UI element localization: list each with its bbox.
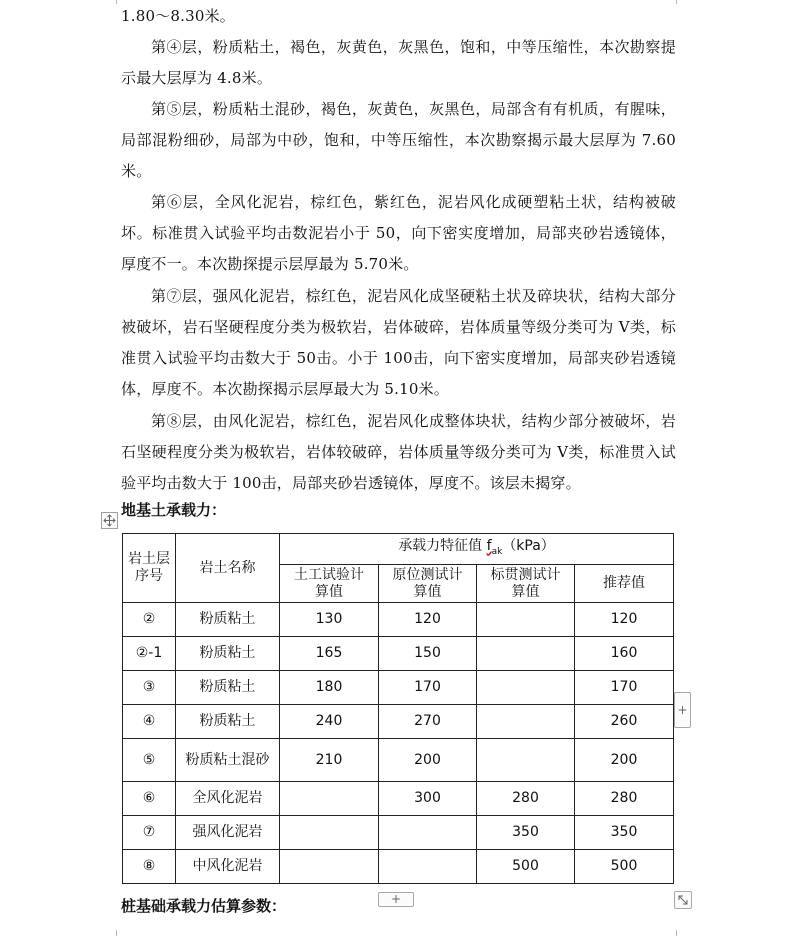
- page-corner-mark-bottom-right: [676, 930, 697, 936]
- cell-insitu: 270: [379, 705, 477, 739]
- table-row: [123, 850, 674, 884]
- cell-spt: 280: [477, 782, 575, 816]
- cell-insitu: 120: [379, 603, 477, 637]
- cell-spt: 500: [477, 850, 575, 884]
- group-header-unit: （kPa）: [502, 537, 555, 554]
- cell-layer: ⑥: [123, 782, 176, 816]
- page-corner-mark-top-left: [96, 0, 117, 4]
- cell-layer: ⑤: [123, 739, 176, 782]
- cell-layer: ⑧: [123, 850, 176, 884]
- cell-layer: ②: [123, 603, 176, 637]
- add-row-button[interactable]: +: [378, 892, 414, 907]
- section-heading: 地基土承载力：: [121, 501, 227, 519]
- cell-name: 全风化泥岩: [176, 782, 280, 816]
- column-header-recommended: 推荐值: [575, 565, 674, 603]
- column-header-lab: 土工试验计算值: [280, 565, 379, 603]
- cell-insitu: [379, 850, 477, 884]
- cell-lab: 240: [280, 705, 379, 739]
- cell-recommended: 120: [575, 603, 674, 637]
- cell-lab: 165: [280, 637, 379, 671]
- table-row: [123, 816, 674, 850]
- cell-name: 粉质粘土: [176, 671, 280, 705]
- cell-recommended: 500: [575, 850, 674, 884]
- cell-name: 粉质粘土: [176, 603, 280, 637]
- cell-lab: [280, 816, 379, 850]
- cell-insitu: 150: [379, 637, 477, 671]
- cell-layer: ⑦: [123, 816, 176, 850]
- move-arrows-icon: [103, 514, 116, 527]
- cell-layer: ④: [123, 705, 176, 739]
- cell-lab: [280, 782, 379, 816]
- cell-name: 强风化泥岩: [176, 816, 280, 850]
- cell-lab: 130: [280, 603, 379, 637]
- paragraph: 第⑧层，由风化泥岩，棕红色，泥岩风化成整体块状，结构少部分被破坏，岩石坚硬程度分类为极软岩，岩体较破碎，岩体质量等级分类可为 V类，标准贯入试验平均击数大于 100击，局部夹砂岩透镜体，厚度不。该层未揭穿。: [121, 412, 676, 492]
- bearing-capacity-table: [122, 533, 674, 884]
- add-column-button[interactable]: +: [674, 692, 691, 728]
- paragraph: 1.80～8.30米。: [121, 7, 235, 25]
- table-row: [123, 705, 674, 739]
- cell-spt: [477, 739, 575, 782]
- table-row: [123, 603, 674, 637]
- group-header-prefix: 承载力特征值: [398, 537, 487, 554]
- symbol-sub: ak: [491, 546, 503, 557]
- table-move-handle[interactable]: [101, 512, 118, 529]
- cell-spt: [477, 705, 575, 739]
- cell-name: 粉质粘土混砂: [176, 739, 280, 782]
- cell-spt: 350: [477, 816, 575, 850]
- column-header-spt: 标贯测试计算值: [477, 565, 575, 603]
- paragraph: 第⑥层，全风化泥岩，棕红色，紫红色，泥岩风化成硬塑粘土状，结构被破坏。标准贯入试验平均击数泥岩小于 50，向下密实度增加，局部夹砂岩透镜体，厚度不一。本次勘探提示层厚最为 5.70米。: [121, 193, 676, 273]
- column-header-layer: 岩土层序号: [123, 534, 176, 603]
- cell-insitu: 170: [379, 671, 477, 705]
- cell-spt: [477, 603, 575, 637]
- cell-lab: 210: [280, 739, 379, 782]
- paragraph: 第⑤层，粉质粘土混砂，褐色，灰黄色，灰黑色，局部含有有机质，有腥味，局部混粉细砂，局部为中砂，饱和，中等压缩性，本次勘察揭示最大层厚为 7.60米。: [121, 100, 676, 180]
- cell-layer: ③: [123, 671, 176, 705]
- cell-layer: ②-1: [123, 637, 176, 671]
- cell-name: 粉质粘土: [176, 637, 280, 671]
- table-row: [123, 782, 674, 816]
- symbol-f: f: [486, 537, 492, 554]
- next-section-heading: 桩基础承载力估算参数：: [121, 897, 287, 915]
- cell-recommended: 350: [575, 816, 674, 850]
- column-header-name: 岩土名称: [176, 534, 280, 603]
- cell-recommended: 280: [575, 782, 674, 816]
- cell-insitu: 200: [379, 739, 477, 782]
- paragraph: 第⑦层，强风化泥岩，棕红色，泥岩风化成坚硬粘土状及碎块状，结构大部分被破坏，岩石坚硬程度分类为极软岩，岩体破碎，岩体质量等级分类可为 V类，标准贯入试验平均击数大于 50击。小于 100击，向下密实度增加，局部夹砂岩透镜体，厚度不。本次勘探揭示层厚最大为 5.10米。: [121, 287, 676, 398]
- column-group-header: [280, 534, 674, 565]
- cell-recommended: 260: [575, 705, 674, 739]
- page-corner-mark-top-right: [676, 0, 697, 4]
- cell-lab: [280, 850, 379, 884]
- cell-name: 中风化泥岩: [176, 850, 280, 884]
- table-row: [123, 739, 674, 782]
- cell-spt: [477, 637, 575, 671]
- table-resize-handle[interactable]: [674, 891, 692, 909]
- cell-lab: 180: [280, 671, 379, 705]
- resize-diagonal-icon: [677, 894, 689, 906]
- cell-insitu: [379, 816, 477, 850]
- cell-recommended: 170: [575, 671, 674, 705]
- group-header-symbol: [486, 537, 503, 557]
- cell-recommended: 160: [575, 637, 674, 671]
- page-corner-mark-bottom-left: [96, 930, 117, 936]
- cell-spt: [477, 671, 575, 705]
- cell-recommended: 200: [575, 739, 674, 782]
- cell-insitu: 300: [379, 782, 477, 816]
- paragraph: 第④层，粉质粘土，褐色，灰黄色，灰黑色，饱和，中等压缩性，本次勘察提示最大层厚为 4.8米。: [121, 38, 676, 87]
- column-header-insitu: 原位测试计算值: [379, 565, 477, 603]
- table-row: [123, 637, 674, 671]
- table-row: [123, 671, 674, 705]
- table-header-row: [123, 534, 674, 565]
- cell-name: 粉质粘土: [176, 705, 280, 739]
